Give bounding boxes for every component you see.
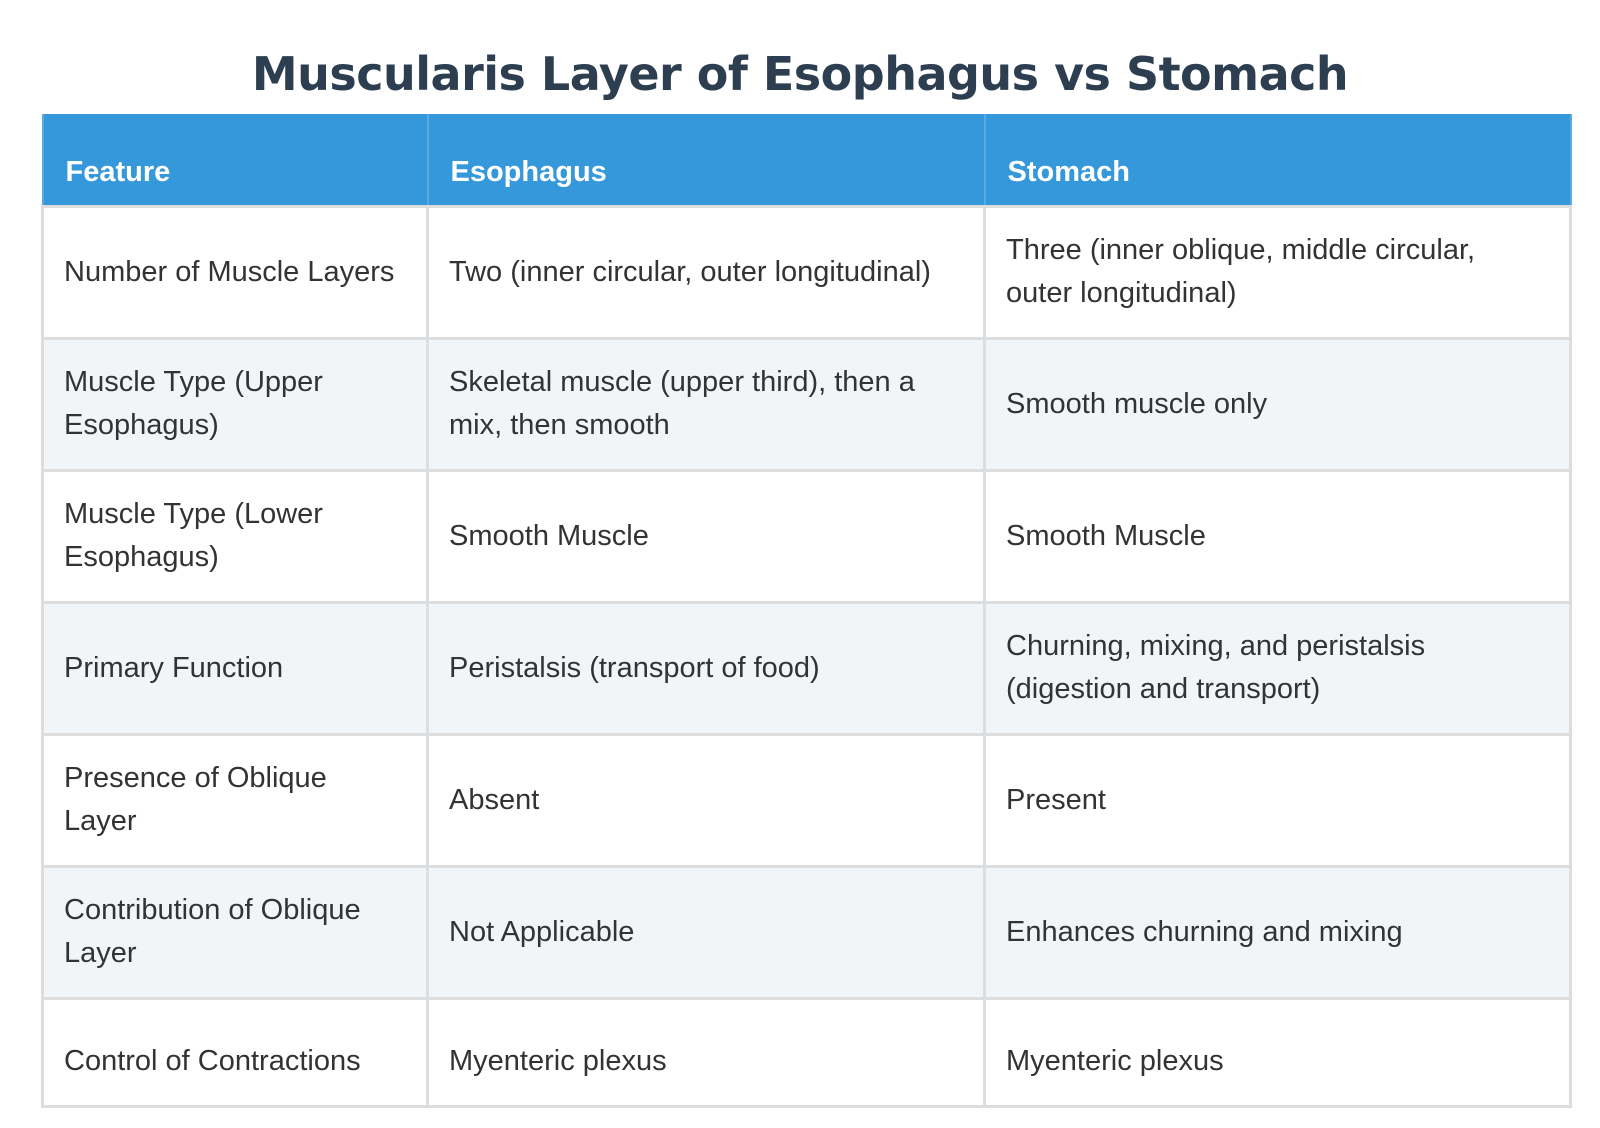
cell-stomach: Churning, mixing, and peristalsis (digestion and transport) bbox=[985, 602, 1571, 734]
cell-feature: Muscle Type (Upper Esophagus) bbox=[43, 338, 428, 470]
cell-esophagus: Absent bbox=[428, 734, 985, 866]
cell-stomach: Present bbox=[985, 734, 1571, 866]
cell-feature: Primary Function bbox=[43, 602, 428, 734]
table-row bbox=[43, 206, 1571, 338]
cell-esophagus: Not Applicable bbox=[428, 866, 985, 998]
cell-stomach: Myenteric plexus bbox=[985, 998, 1571, 1106]
cell-feature: Muscle Type (Lower Esophagus) bbox=[43, 470, 428, 602]
cell-feature: Presence of Oblique Layer bbox=[43, 734, 428, 866]
cell-esophagus: Smooth Muscle bbox=[428, 470, 985, 602]
column-header-esophagus: Esophagus bbox=[428, 114, 985, 206]
table-row bbox=[43, 734, 1571, 866]
cell-esophagus: Myenteric plexus bbox=[428, 998, 985, 1106]
cell-stomach: Smooth Muscle bbox=[985, 470, 1571, 602]
table-header-row bbox=[43, 114, 1571, 206]
table-row bbox=[43, 866, 1571, 998]
page-title: Muscularis Layer of Esophagus vs Stomach bbox=[251, 47, 1349, 101]
column-header-stomach: Stomach bbox=[985, 114, 1571, 206]
cell-esophagus: Skeletal muscle (upper third), then a mix, then smooth bbox=[428, 338, 985, 470]
table-row bbox=[43, 470, 1571, 602]
table-row bbox=[43, 998, 1571, 1106]
comparison-table bbox=[41, 114, 1572, 1108]
cell-stomach: Smooth muscle only bbox=[985, 338, 1571, 470]
cell-feature: Control of Contractions bbox=[43, 998, 428, 1106]
cell-feature: Number of Muscle Layers bbox=[43, 206, 428, 338]
table-row bbox=[43, 602, 1571, 734]
cell-stomach: Enhances churning and mixing bbox=[985, 866, 1571, 998]
cell-esophagus: Two (inner circular, outer longitudinal) bbox=[428, 206, 985, 338]
table-row bbox=[43, 338, 1571, 470]
cell-stomach: Three (inner oblique, middle circular, outer longitudinal) bbox=[985, 206, 1571, 338]
cell-esophagus: Peristalsis (transport of food) bbox=[428, 602, 985, 734]
column-header-feature: Feature bbox=[43, 114, 428, 206]
cell-feature: Contribution of Oblique Layer bbox=[43, 866, 428, 998]
